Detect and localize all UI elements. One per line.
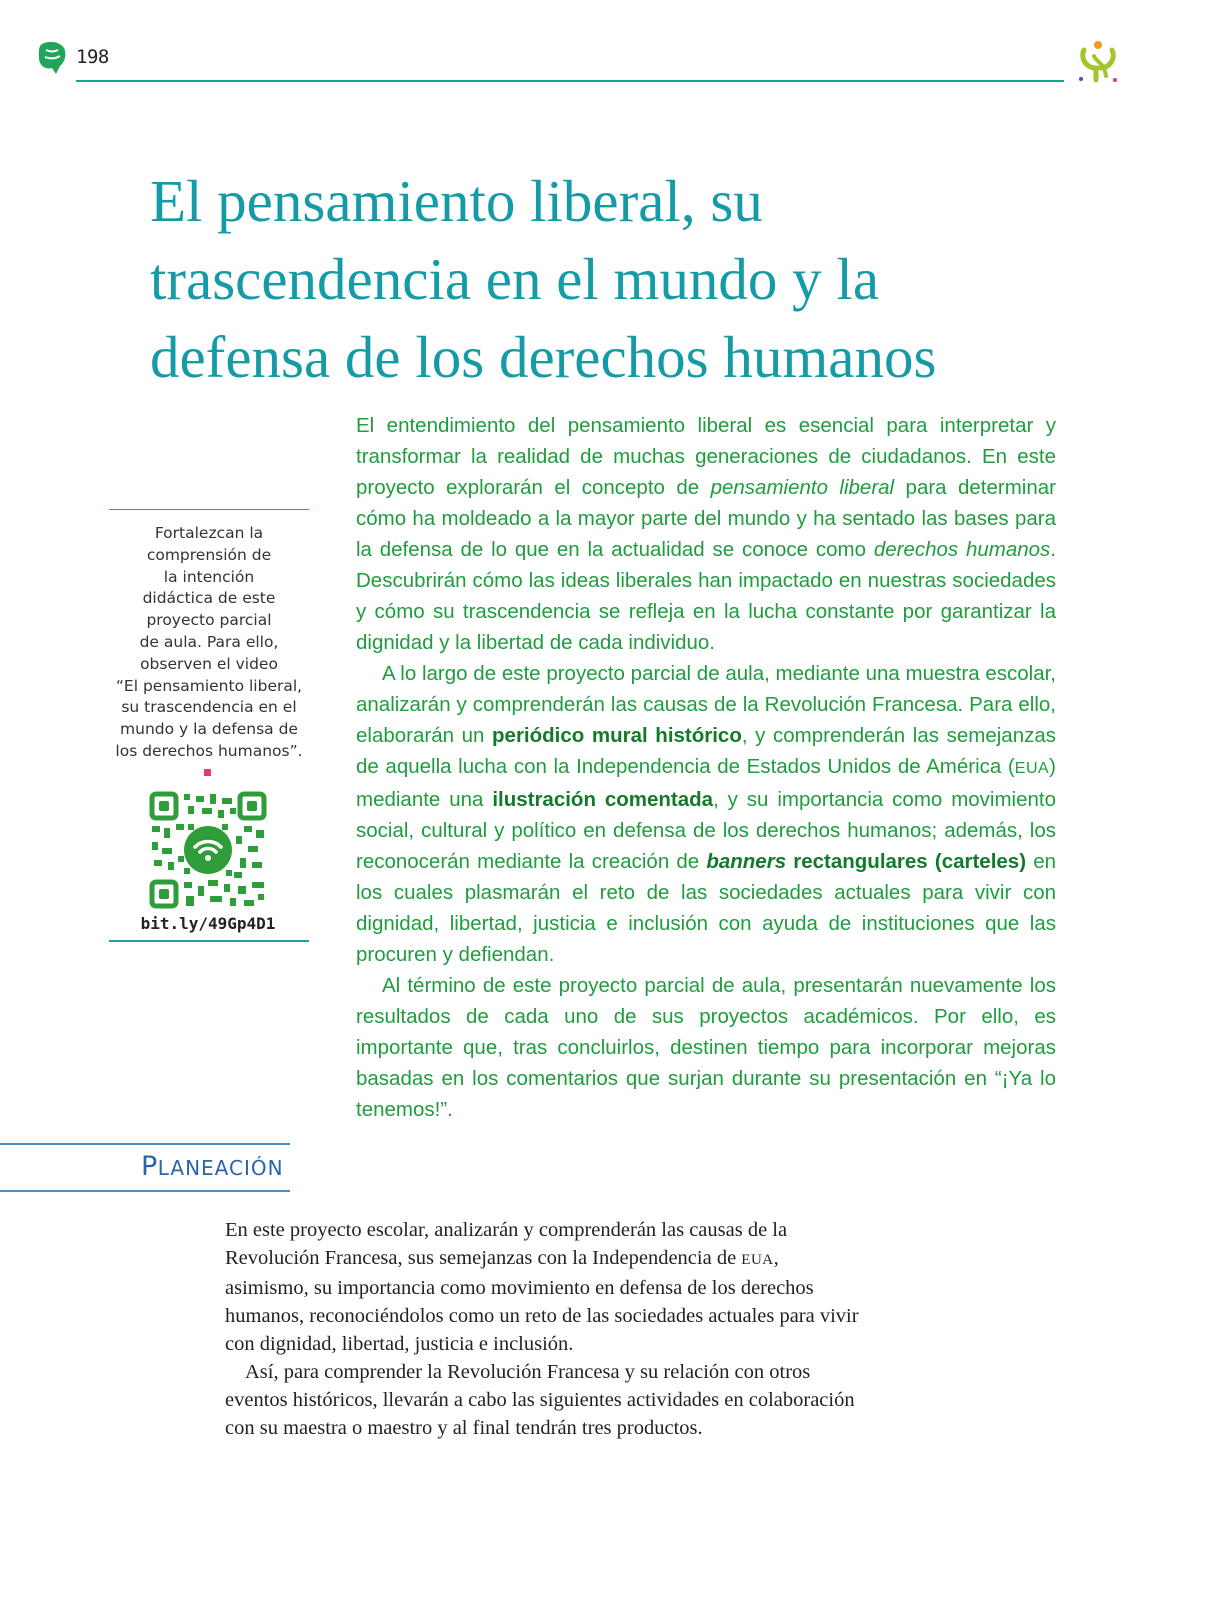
p2-text-3: ) mediante una <box>356 755 1056 811</box>
sidebar-line: observen el video <box>140 654 278 673</box>
planeacion-paragraph-2: Así, para comprender la Revolución Francesa y su relación con otros eventos históricos, llevarán a cabo las siguientes actividades en colaboración con su maestra o maestro y al final tendrán tres productos. <box>225 1361 855 1439</box>
p2-bold-italic: banners <box>706 850 787 873</box>
sidebar-line: la intención <box>163 567 255 586</box>
p2-text-1: A lo largo de este proyecto parcial de aula, mediante una muestra escolar, analizarán y comprenderán las causas de la Revolución Francesa. Para ello, elaborarán un <box>356 662 1056 747</box>
planeacion-text <box>225 1216 865 1442</box>
title-line-3: defensa de los derechos humanos <box>150 324 937 390</box>
heading-initial: P <box>141 1151 158 1182</box>
qr-code-icon[interactable] <box>148 790 268 910</box>
series-logo-icon <box>1074 36 1124 86</box>
section-rule-bottom <box>0 1190 290 1192</box>
sidebar-top-rule <box>109 509 309 510</box>
title-line-2: trascendencia en el mundo y la <box>150 246 880 312</box>
sidebar-line: mundo y la defensa de <box>120 720 298 739</box>
planeacion-paragraph-1 <box>225 1216 865 1358</box>
plan-p1-text-1: En este proyecto escolar, analizarán y comprenderán las causas de la Revolución Francesa, sus semejanzas con la Independencia de <box>225 1219 788 1269</box>
section-heading-planeacion <box>141 1151 284 1182</box>
sidebar-line: su trascendencia en el <box>121 698 297 717</box>
p2-text-4: , y su importancia como movimiento social, cultural y político en defensa de los derechos humanos; además, los reconocerán mediante la creación de <box>356 788 1057 873</box>
p2-text-2: , y comprenderán las semejanzas de aquella lucha con la Independencia de Estados Unidos de América ( <box>356 724 1056 778</box>
sidebar-note <box>104 523 314 763</box>
page-number: 198 <box>76 46 109 68</box>
p1-text-3: . Descubrirán cómo las ideas liberales han impactado en nuestras sociedades y cómo su trascendencia se refleja en la lucha constante por garantizar la dignidad y la libertad de cada individuo. <box>356 538 1056 654</box>
p2-bold-1: periódico mural histórico <box>492 724 742 747</box>
page-leaf-icon <box>36 40 68 76</box>
sidebar-line: didáctica de este <box>142 589 276 608</box>
intro-paragraph-3: Al término de este proyecto parcial de aula, presentarán nuevamente los resultados de cada uno de sus proyectos académicos. Por ello, es importante que, tras concluirlos, destinen tiempo para incorporar mejoras basadas en los comentarios que surjan durante su presentación en “¡Ya lo tenemos!”. <box>356 974 1056 1121</box>
sidebar-bottom-rule <box>109 940 309 942</box>
intro-paragraph-2 <box>356 658 1056 970</box>
sidebar-line: “El pensamiento liberal, <box>115 676 303 695</box>
page-title <box>150 162 1110 396</box>
p1-italic-2: derechos humanos <box>873 538 1051 561</box>
p2-bold-2: ilustración comentada <box>492 788 714 811</box>
p2-bold-3 <box>706 850 1026 873</box>
plan-p1-smallcaps: EUA <box>741 1252 774 1268</box>
header-rule <box>76 80 1064 82</box>
p1-text-2: para determinar cómo ha moldeado a la mayor parte del mundo y ha sentado las bases para la defensa de lo que en la actualidad se conoce como <box>356 476 1056 561</box>
pink-marker <box>204 769 211 776</box>
intro-text <box>356 410 1056 1125</box>
plan-p1-text-2: , asimismo, su importancia como movimiento en defensa de los derechos humanos, reconociéndolos como un reto de las sociedades actuales para vivir con dignidad, libertad, justicia e inclusión. <box>225 1247 859 1355</box>
sidebar-line: proyecto parcial <box>146 611 272 630</box>
p2-smallcaps: EUA <box>1014 760 1050 777</box>
video-link[interactable]: bit.ly/49Gp4D1 <box>140 914 276 933</box>
p1-italic-1: pensamiento liberal <box>710 476 895 499</box>
title-line-1: El pensamiento liberal, su <box>150 168 763 234</box>
section-rule-top <box>0 1143 290 1145</box>
intro-paragraph-1 <box>356 410 1056 658</box>
sidebar-line: Fortalezcan la <box>154 524 264 542</box>
p2-text-5: en los cuales plasmarán el reto de las sociedades actuales para vivir con dignidad, libertad, justicia e inclusión con ayuda de instituciones que las procuren y defiendan. <box>356 850 1056 966</box>
sidebar-line: comprensión de <box>146 545 272 564</box>
heading-rest: LANEACIÓN <box>157 1156 284 1180</box>
sidebar-line: de aula. Para ello, <box>139 632 279 651</box>
p2-bold-3-rest: rectangulares (carteles) <box>786 850 1027 873</box>
sidebar-line: los derechos humanos”. <box>115 741 303 760</box>
p1-text-1: El entendimiento del pensamiento liberal es esencial para interpretar y transformar la realidad de muchas generaciones de ciudadanos. En este proyecto explorarán el concepto de <box>356 414 1056 499</box>
